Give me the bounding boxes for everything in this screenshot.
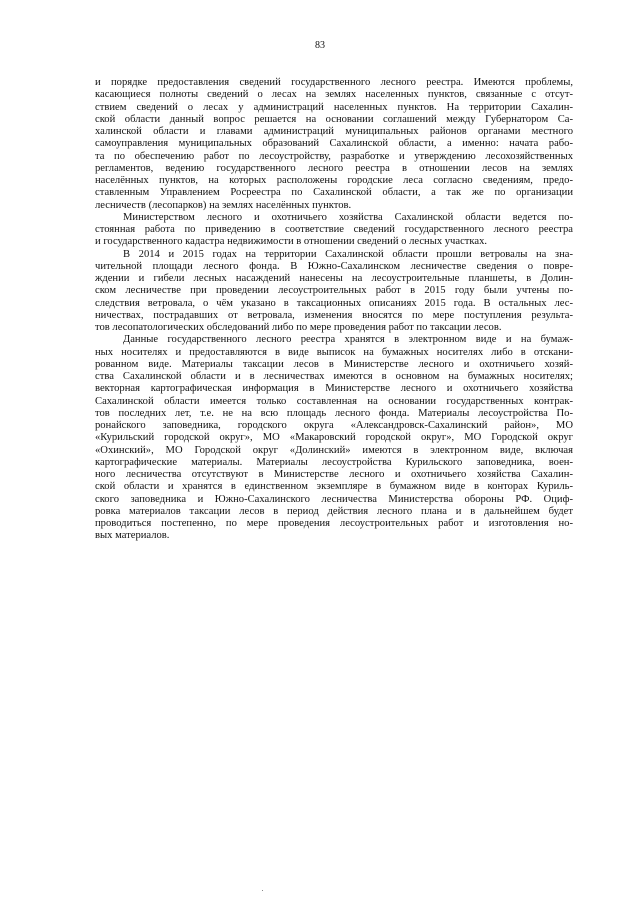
text-line: следствия ветровала, о чём указано в таксационных описаниях 2015 года. В остальных лес-: [95, 297, 573, 309]
text-line: «Охинский», МО Городской округ «Долинский» имеются в электронном виде, включая: [95, 444, 573, 456]
text-line: В 2014 и 2015 годах на территории Сахалинской области прошли ветровалы на зна-: [123, 248, 573, 260]
text-line: ных носителях и предоставляются в виде выписок на бумажных носителях либо в отскани-: [95, 346, 573, 358]
paragraph-windfall-2014-2015: [95, 249, 573, 335]
text-line: рованном виде. Материалы таксации лесов в Министерстве лесного и охотничьего хозяй-: [95, 358, 573, 370]
text-line: ствием сведений о лесах у администраций населенных пунктов. На территории Сахалин-: [95, 101, 573, 113]
text-line: ставленным Управлением Росреестра по Сахалинской области, а так же по организации: [95, 187, 573, 199]
page-number: 83: [315, 40, 325, 51]
text-line: регламентов, ведению государственного лесного реестра в отношении лесов на землях: [95, 162, 573, 174]
text-line: лесничеств (лесопарков) на землях населённых пунктов.: [95, 199, 352, 211]
text-line: Сахалинской области имеется только составленная на основании государственных контрак-: [95, 395, 573, 407]
text-line: стоянная работа по приведению в соответствие сведений государственного лесного реестра: [95, 224, 573, 235]
paragraph-registry-storage: [95, 334, 573, 542]
text-line: ровка материалов таксации лесов в период действия лесного плана и в дальнейшем будет: [95, 505, 573, 517]
text-line: ного лесничества отсутствуют в Министерстве лесного и охотничьего хозяйства Сахалин-: [95, 469, 573, 480]
text-line: тов лесопатологических обследований либо по мере проведения работ по таксации лесов.: [95, 322, 502, 333]
text-line: и порядке предоставления сведений государственного лесного реестра. Имеются проблемы,: [95, 77, 573, 88]
text-line: картографические материалы. Материалы лесоустройства Курильского заповедника, воен-: [95, 456, 573, 468]
paragraph-forest-registry-problems: [95, 77, 573, 212]
text-line: ждении и гибели лесных насаждений нанесены на лесоустроительные планшеты, в Долин-: [95, 273, 573, 284]
text-line: тов последних лет, т.е. не на всю площадь лесного фонда. Материалы лесоустройства По-: [95, 407, 573, 419]
text-line: проводиться постепенно, по мере проведения лесоустроительных работ и изготовления но-: [95, 518, 573, 529]
text-line: ской области и хранятся в единственном экземпляре в бумажном виде в конторах Куриль-: [95, 481, 573, 493]
text-line: касающиеся полноты сведений о лесах на землях населенных пунктов, связанные с отсут-: [95, 89, 573, 101]
text-line: Министерством лесного и охотничьего хозяйства Сахалинской области ведется по-: [123, 211, 573, 223]
text-line: ского заповедника и Южно-Сахалинского лесничества Министерства обороны РФ. Оциф-: [95, 493, 573, 505]
text-line: Данные государственного лесного реестра хранятся в электронном виде и на бумаж-: [123, 334, 573, 346]
text-line: ской области данный вопрос решается на основании соглашений между Губернатором Са-: [95, 113, 573, 125]
text-line: населённых пунктов, на которых расположены городские леса согласно сведениям, предо-: [95, 175, 573, 186]
text-line: векторная картографическая информация в Министерстве лесного и охотничьего хозяйства: [95, 383, 573, 395]
body-text: [95, 77, 573, 543]
text-line: та по обеспечению работ по лесоустройству, разработке и утверждению лесохозяйственных: [95, 150, 573, 162]
text-line: ничествах, пострадавших от ветровала, изменения вносятся по мере поступления результа-: [95, 309, 573, 321]
paragraph-ministry-cadastre-work: [95, 212, 573, 249]
text-line: ронайского заповедника, городского округа «Александровск-Сахалинский район», МО: [95, 420, 573, 431]
text-line: самоуправления муниципальных образований Сахалинской области, а именно: начата рабо-: [95, 138, 573, 150]
text-line: ском лесничестве при проведении лесоустроительных работ в 2015 году были учтены по-: [95, 285, 573, 297]
text-line: чительной площади лесного фонда. В Южно-Сахалинском лесничестве сведения о повре-: [95, 260, 573, 272]
text-line: вых материалов.: [95, 530, 170, 542]
text-line: и государственного кадастра недвижимости в отношении сведений о лесных участках.: [95, 236, 488, 248]
text-line: халинской области и главами администраций муниципальных районов органами местного: [95, 126, 573, 137]
scan-speck: [262, 890, 263, 891]
text-line: «Курильский городской округ», МО «Макаровский городской округ», МО Городской округ: [95, 432, 573, 444]
text-line: ства Сахалинской области и в лесничествах имеются в основном на бумажных носителях;: [95, 371, 573, 382]
